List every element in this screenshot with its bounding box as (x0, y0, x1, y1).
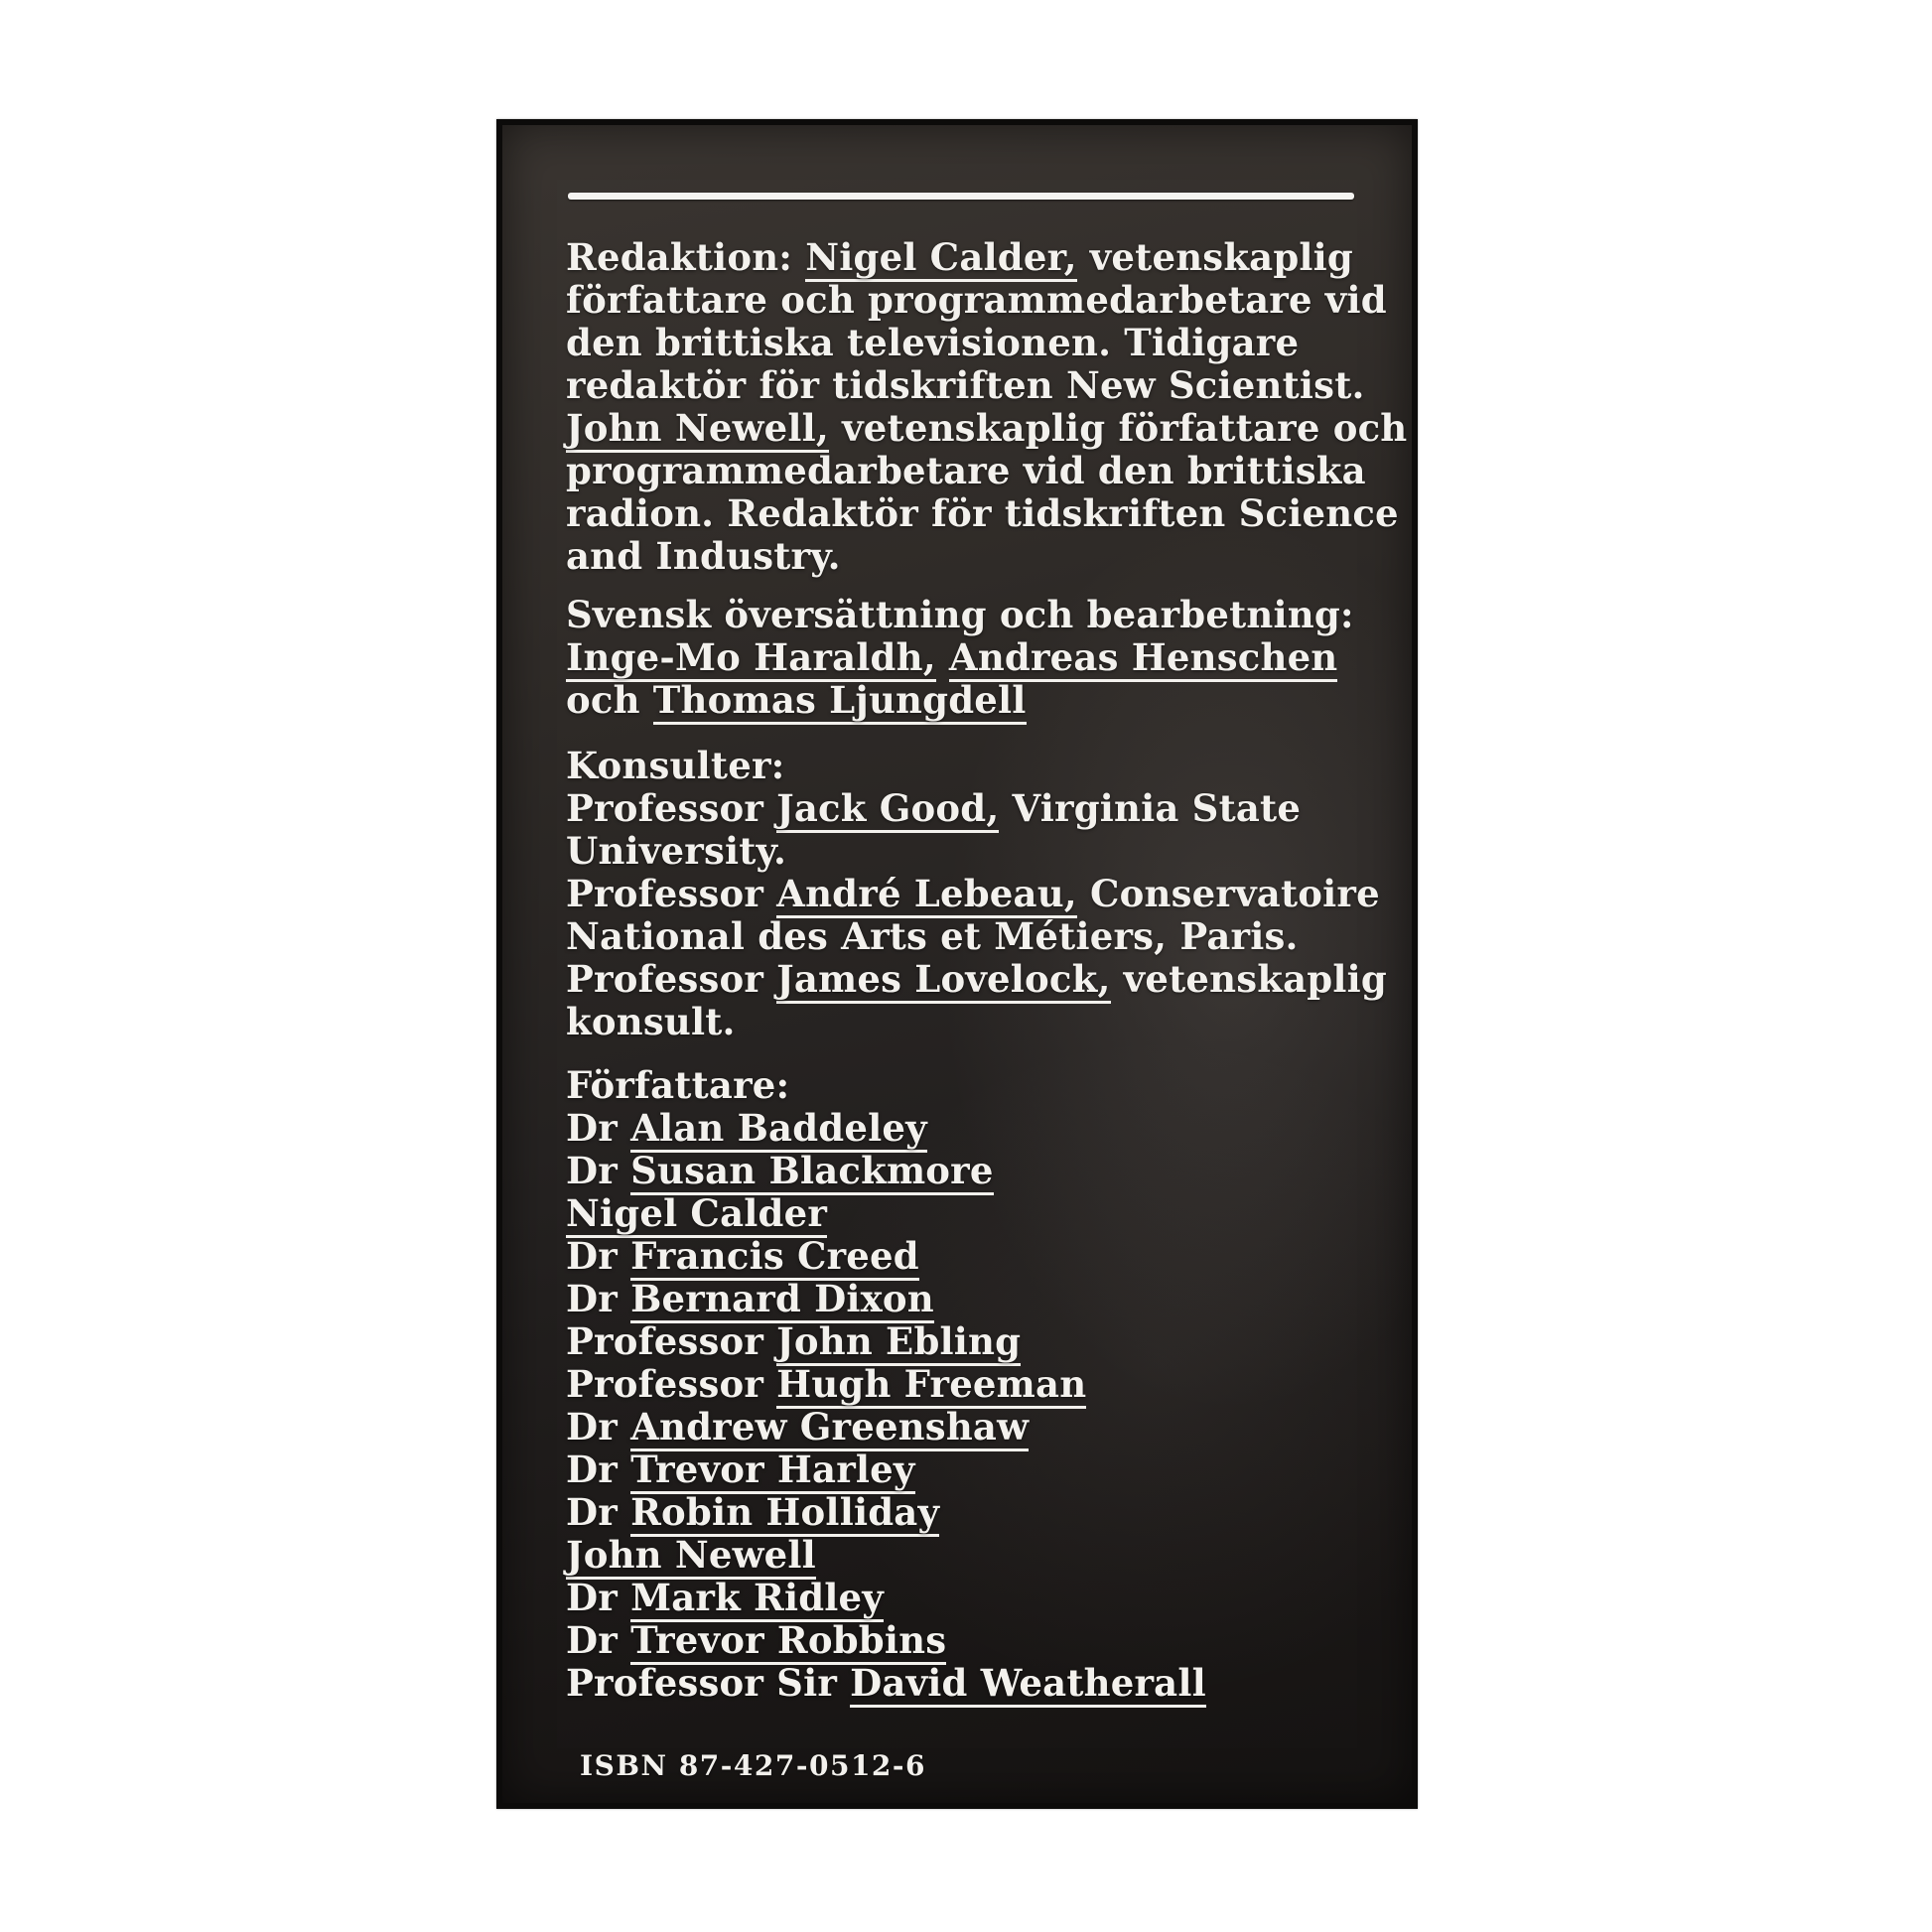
text-segment: Dr (566, 1106, 631, 1150)
text-segment: vetenskaplig (1110, 957, 1387, 1001)
text-line (566, 958, 1390, 1001)
text-line (566, 1150, 1390, 1192)
text-line (566, 594, 1390, 636)
text-segment: Dr (566, 1234, 631, 1278)
text-line (566, 745, 1390, 787)
section-redaktion (566, 235, 1408, 578)
text-segment: Författare: (566, 1063, 790, 1107)
underlined-name: Alan Baddeley (630, 1106, 927, 1153)
text-line (566, 1406, 1390, 1449)
top-rule (568, 193, 1354, 200)
text-segment: vetenskaplig författare och (829, 406, 1408, 450)
text-line (566, 1491, 1390, 1534)
underlined-name: Bernard Dixon (630, 1277, 934, 1323)
section-konsulter (566, 745, 1390, 1043)
text-line (566, 279, 1390, 322)
text-segment: Virginia State (999, 786, 1302, 830)
text-segment: radion. Redaktör för tidskriften Science (566, 491, 1399, 535)
underlined-name: Jack Good, (776, 786, 999, 833)
text-segment: Conservatoire (1076, 872, 1380, 915)
underlined-name: Nigel Calder, (805, 235, 1076, 282)
text-segment: National des Arts et Métiers, Paris. (566, 914, 1299, 958)
underlined-name: Thomas Ljungdell (653, 678, 1027, 725)
underlined-name: Trevor Robbins (630, 1618, 946, 1665)
text-segment: Dr (566, 1618, 631, 1662)
text-segment: Dr (566, 1448, 631, 1491)
text-line (566, 1577, 1390, 1619)
underlined-name: John Newell, (566, 406, 829, 453)
text-line (566, 1107, 1390, 1150)
text-segment: Dr (566, 1149, 631, 1192)
underlined-name: James Lovelock, (776, 957, 1110, 1004)
underlined-name: Susan Blackmore (630, 1149, 994, 1195)
text-segment: Dr (566, 1405, 631, 1449)
text-segment: Professor (566, 786, 777, 830)
underlined-name: Nigel Calder (566, 1191, 827, 1238)
text-line (566, 636, 1390, 679)
text-segment: and Industry. (566, 534, 841, 578)
text-segment: Svensk översättning och bearbetning: (566, 593, 1354, 636)
underlined-name: Inge-Mo Haraldh, (566, 635, 936, 682)
text-line (566, 873, 1390, 915)
text-segment: Dr (566, 1576, 631, 1619)
text-segment: Professor (566, 1362, 777, 1406)
text-line (566, 1001, 1390, 1043)
text-line (566, 491, 1399, 535)
text-segment: Dr (566, 1490, 631, 1534)
underlined-name: Hugh Freeman (776, 1362, 1086, 1409)
book-back-cover (496, 119, 1418, 1809)
underlined-name: Francis Creed (630, 1234, 919, 1281)
text-line (566, 1449, 1390, 1491)
text-line (566, 1235, 1390, 1278)
text-segment: Professor Sir (566, 1661, 851, 1705)
text-line (566, 406, 1408, 450)
text-line (566, 1619, 1390, 1662)
cover-text (566, 235, 1408, 1705)
text-line (566, 364, 1390, 407)
text-line (566, 787, 1390, 830)
text-segment: programmedarbetare vid den brittiska (566, 449, 1366, 492)
text-line (566, 1192, 1390, 1235)
underlined-name: André Lebeau, (776, 872, 1077, 918)
text-line (566, 679, 1390, 722)
text-line (566, 1278, 1390, 1320)
text-segment: University. (566, 829, 787, 873)
text-line (566, 535, 1390, 578)
underlined-name: Trevor Harley (630, 1448, 915, 1494)
text-line (566, 1320, 1390, 1363)
underlined-name: Robin Holliday (630, 1490, 939, 1537)
underlined-name: John Newell (566, 1533, 816, 1580)
text-line (566, 236, 1390, 279)
text-segment: Redaktion: (566, 235, 806, 279)
underlined-name: Andrew Greenshaw (630, 1405, 1029, 1451)
text-segment: Professor (566, 872, 777, 915)
text-segment: författare och programmedarbetare vid (566, 278, 1387, 322)
text-line (566, 1534, 1390, 1577)
isbn: ISBN 87-427-0512-6 (580, 1749, 927, 1782)
text-segment: Professor (566, 957, 777, 1001)
text-segment: och (566, 678, 653, 722)
text-line (566, 1662, 1390, 1705)
section-forfattare (566, 1064, 1390, 1705)
underlined-name: Andreas Henschen (949, 635, 1338, 682)
text-segment: Konsulter: (566, 744, 785, 787)
section-oversattning (566, 594, 1390, 722)
text-line (566, 322, 1390, 364)
text-segment: den brittiska televisionen. Tidigare (566, 321, 1300, 364)
text-segment: vetenskaplig (1076, 235, 1354, 279)
underlined-name: Mark Ridley (630, 1576, 884, 1622)
text-line (566, 450, 1390, 492)
text-segment: Professor (566, 1319, 777, 1363)
underlined-name: John Ebling (776, 1319, 1021, 1366)
text-line (566, 830, 1390, 873)
text-segment (936, 635, 949, 679)
text-line (566, 1363, 1390, 1406)
text-segment: redaktör för tidskriften New Scientist. (566, 363, 1365, 407)
underlined-name: David Weatherall (850, 1661, 1206, 1708)
text-segment: konsult. (566, 1000, 736, 1043)
text-segment: Dr (566, 1277, 631, 1320)
text-line (566, 1064, 1390, 1107)
text-line (566, 915, 1390, 958)
